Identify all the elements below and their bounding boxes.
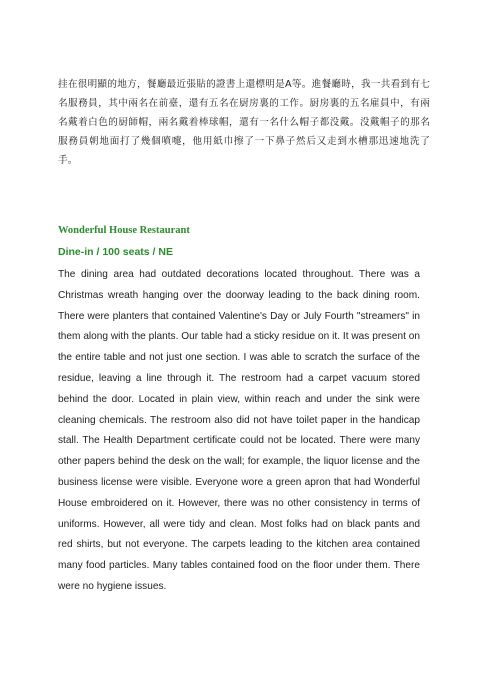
inspection-paragraph: The dining area had outdated decorations located throughout. There was a Christmas wreath hanging over the doorway leading to the back dining room. There were planters that contained Valentine's Day or July Fourth "streamers" in them along with the plants. Our table had a sticky residue on it. It was present on the entire table and not just one section. I was able to scratch the surface of the residue, leaving a line through it. The restroom had a carpet vacuum stored behind the door. Located in plain view, within reach and under the sink were cleaning chemicals. The restroom also did not have toilet paper in the handicap stall. The Health Department certificate could not be located. There were many other papers behind the desk on the wall; for example, the liquor license and the business license were visible. Everyone wore a green apron that had Wonderful House embroidered on it. However, there was no other consistency in terms of uniforms. However, all were tidy and clean. Most folks had on black pants and red shirts, but not everyone. The carpets leading to the kitchen area contained many food particles. Many tables contained food on the floor under them. There were no hygiene issues. (58, 269, 420, 592)
restaurant-title: Wonderful House Restaurant (58, 225, 190, 236)
chinese-paragraph: 挂在很明顯的地方，餐廳最近張貼的證書上還標明是A等。進餐廳時，我一共看到有七名服務員，其中兩名在前臺，還有五名在厨房裏的工作。厨房裏的五名雇員中，有兩名戴着白色的厨師帽，兩名戴着棒球帽，還有一名什么帽子都没戴。没戴帽子的那名服務員朝地面打了幾個噴嚏，他用紙巾擦了一下鼻子然后又走到水槽那迅速地洗了手。 (58, 79, 430, 166)
restaurant-subtitle: Dine-in / 100 seats / NE (58, 246, 173, 258)
